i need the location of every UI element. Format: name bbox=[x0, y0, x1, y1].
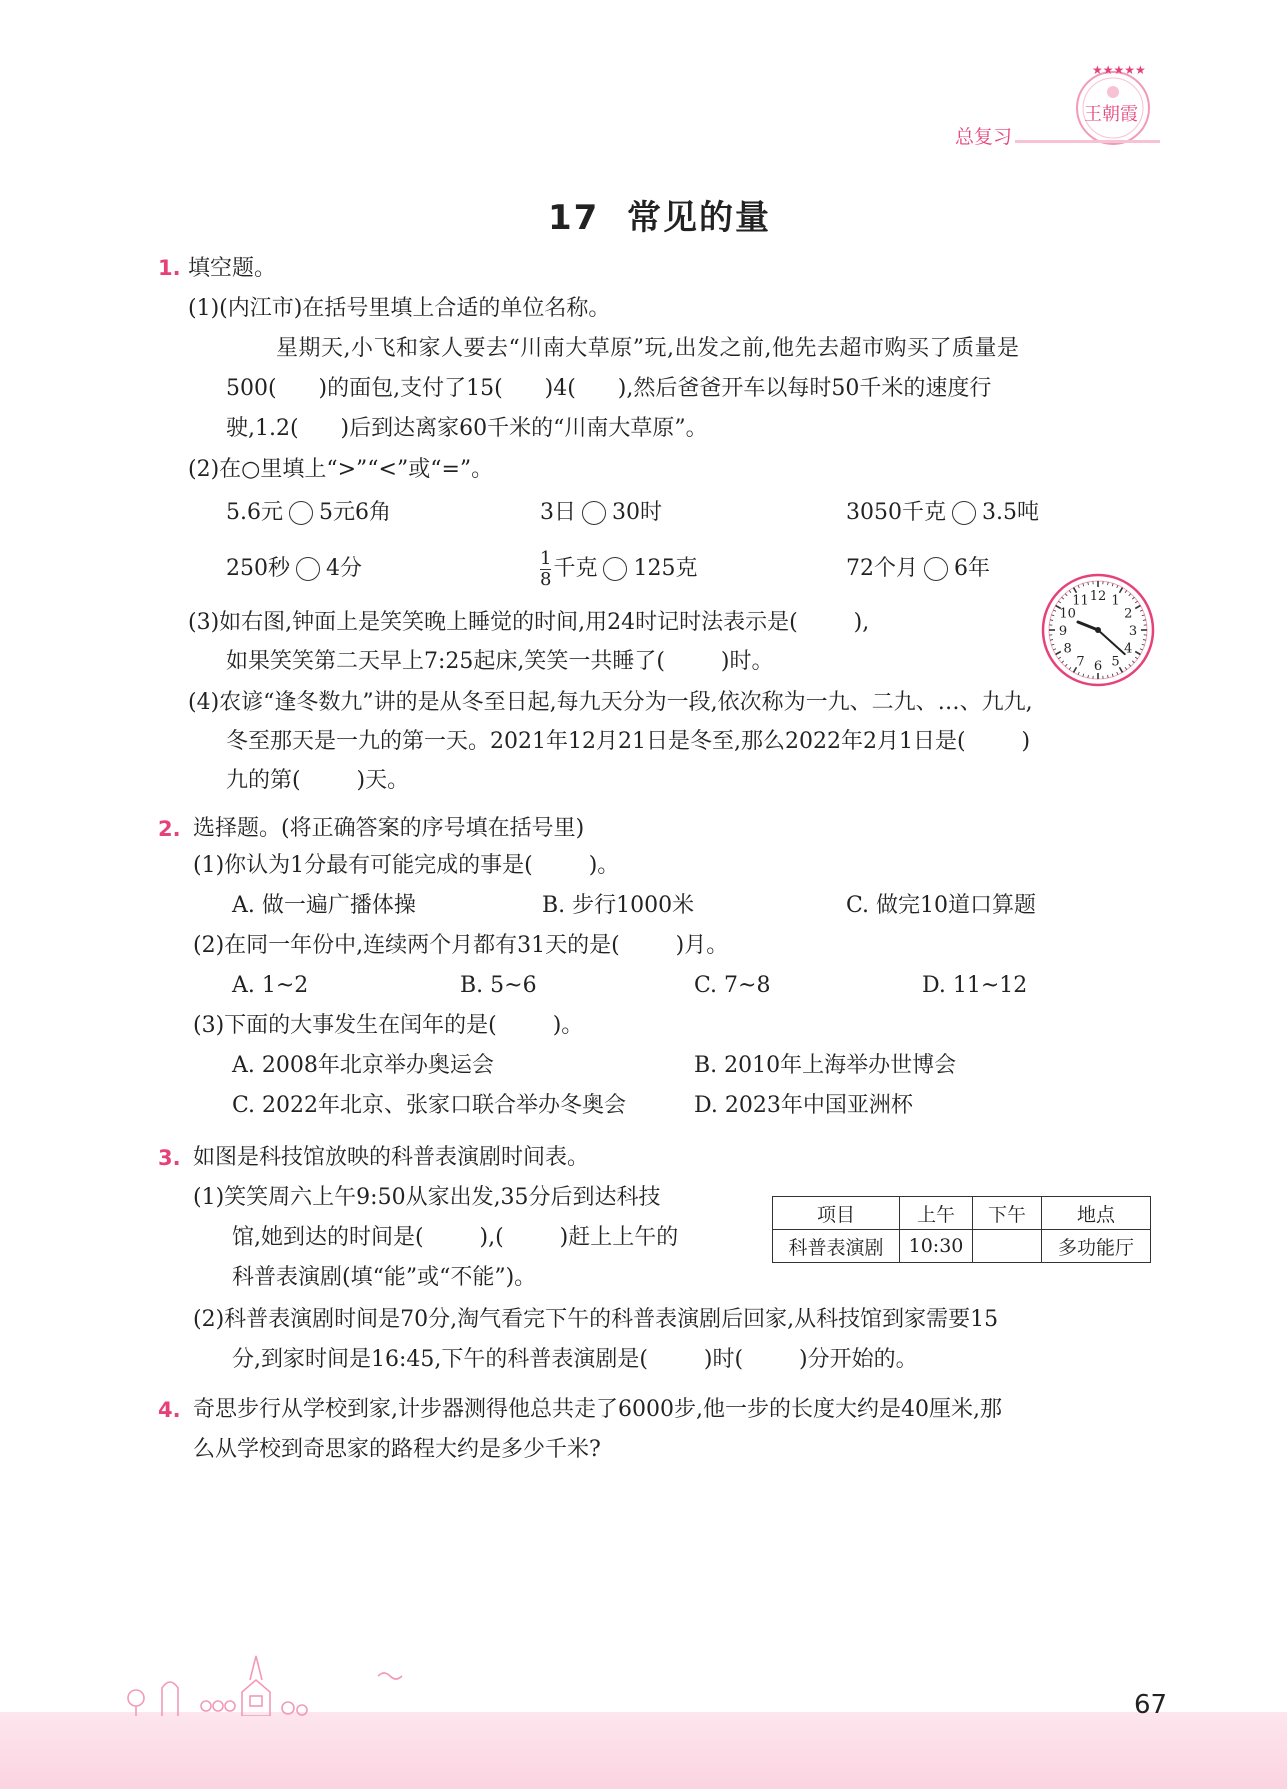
section-label: 总复习 bbox=[955, 126, 1013, 148]
answer-circle[interactable] bbox=[582, 501, 606, 525]
q3-s1-c: 科普表演剧(填“能”或“不能”)。 bbox=[232, 1265, 537, 1290]
cmp-right: 5元6角 bbox=[319, 500, 391, 525]
q1-p1-b: 500( )的面包,支付了15( )4( ),然后爸爸开车以每时50千米的速度行 bbox=[226, 376, 992, 401]
answer-circle[interactable] bbox=[296, 557, 320, 581]
q2-s1-option[interactable]: A. 做一遍广播体操 bbox=[232, 893, 416, 918]
q3-s2-a: (2)科普表演剧时间是70分,淘气看完下午的科普表演剧后回家,从科技馆到家需要15 bbox=[193, 1307, 999, 1332]
cmp-left: 3日 bbox=[540, 500, 576, 525]
answer-circle[interactable] bbox=[603, 557, 627, 581]
q3-s2-b: 分,到家时间是16:45,下午的科普表演剧是( )时( )分开始的。 bbox=[232, 1347, 918, 1372]
cmp-left: 5.6元 bbox=[226, 500, 283, 525]
q2-s3-option[interactable]: C. 2022年北京、张家口联合举办冬奥会 bbox=[232, 1093, 627, 1118]
cmp-left: 250秒 bbox=[226, 556, 290, 581]
page-title: 17 常见的量 bbox=[548, 198, 771, 238]
q3-number: 3. bbox=[158, 1146, 181, 1170]
clock-number: 2 bbox=[1124, 606, 1133, 622]
clock-number: 4 bbox=[1124, 641, 1133, 657]
q1-p4-a: (4)农谚“逢冬数九”讲的是从冬至日起,每九天分为一段,依次称为一九、二九、…、九九, bbox=[188, 690, 1033, 715]
cmp-right: 3.5吨 bbox=[982, 500, 1039, 525]
q2-number: 2. bbox=[158, 817, 181, 841]
svg-text:★★★★★: ★★★★★ bbox=[1092, 63, 1146, 77]
cmp-item bbox=[540, 499, 662, 527]
q2-s1: (1)你认为1分最有可能完成的事是( )。 bbox=[193, 853, 620, 878]
q2-label: 选择题。(将正确答案的序号填在括号里) bbox=[193, 816, 585, 841]
clock-number: 11 bbox=[1072, 593, 1089, 609]
cmp-item bbox=[540, 541, 697, 597]
q3-s1-a: (1)笑笑周六上午9:50从家出发,35分后到达科技 bbox=[193, 1185, 661, 1210]
cmp-right: 4分 bbox=[326, 556, 362, 581]
clock-image bbox=[1038, 572, 1158, 688]
clock-number: 10 bbox=[1059, 606, 1076, 622]
q2-s2-option[interactable]: C. 7~8 bbox=[694, 973, 771, 998]
q1-p1-c: 驶,1.2( )后到达离家60千米的“川南大草原”。 bbox=[226, 416, 708, 441]
clock-number: 5 bbox=[1111, 654, 1120, 670]
q2-s3-option[interactable]: D. 2023年中国亚洲杯 bbox=[694, 1093, 913, 1118]
footer-band bbox=[0, 1712, 1287, 1789]
logo-text: 王朝霞 bbox=[1084, 104, 1138, 125]
q2-s1-option[interactable]: B. 步行1000米 bbox=[542, 893, 695, 918]
q2-s2-option[interactable]: D. 11~12 bbox=[922, 973, 1028, 998]
answer-circle[interactable] bbox=[289, 501, 313, 525]
cmp-item bbox=[846, 555, 990, 583]
table-row bbox=[773, 1230, 1151, 1263]
table-header-cell: 下午 bbox=[973, 1197, 1042, 1230]
q2-s3: (3)下面的大事发生在闰年的是( )。 bbox=[193, 1013, 584, 1038]
answer-circle[interactable] bbox=[924, 557, 948, 581]
q1-label: 填空题。 bbox=[188, 256, 277, 281]
clock-number: 3 bbox=[1128, 624, 1138, 639]
fraction bbox=[540, 549, 551, 590]
table-cell: 科普表演剧 bbox=[773, 1230, 900, 1263]
cmp-right: 6年 bbox=[954, 556, 990, 581]
q2-s1-option[interactable]: C. 做完10道口算题 bbox=[846, 893, 1037, 918]
table-header-row bbox=[773, 1197, 1151, 1230]
q1-p3-a: (3)如右图,钟面上是笑笑晚上睡觉的时间,用24时记时法表示是( ), bbox=[188, 610, 870, 635]
clock-face bbox=[1038, 572, 1158, 688]
q2-s2-option[interactable]: B. 5~6 bbox=[460, 973, 537, 998]
cmp-item bbox=[226, 499, 391, 527]
q1-p4-b: 冬至那天是一九的第一天。2021年12月21日是冬至,那么2022年2月1日是( ) bbox=[226, 729, 1031, 754]
fraction-numerator: 1 bbox=[540, 547, 552, 569]
q2-s2: (2)在同一年份中,连续两个月都有31天的是( )月。 bbox=[193, 933, 729, 958]
cmp-item bbox=[846, 499, 1039, 527]
cmp-right: 30时 bbox=[612, 500, 662, 525]
schedule-table bbox=[772, 1196, 1151, 1263]
answer-circle[interactable] bbox=[952, 501, 976, 525]
header-rule bbox=[1015, 140, 1160, 143]
cmp-left: 千克 bbox=[553, 556, 598, 581]
table-cell: 10:30 bbox=[900, 1230, 973, 1263]
q3-label: 如图是科技馆放映的科普表演剧时间表。 bbox=[193, 1145, 590, 1170]
q3-s1-b: 馆,她到达的时间是( ),( )赶上上午的 bbox=[232, 1225, 679, 1250]
q2-s3-option[interactable]: A. 2008年北京举办奥运会 bbox=[232, 1053, 494, 1078]
clock-number: 1 bbox=[1111, 593, 1120, 609]
q2-s2-option[interactable]: A. 1~2 bbox=[232, 973, 309, 998]
q1-p4-c: 九的第( )天。 bbox=[226, 768, 410, 793]
clock-number: 6 bbox=[1093, 659, 1103, 674]
q2-s3-option[interactable]: B. 2010年上海举办世博会 bbox=[694, 1053, 957, 1078]
clock-number: 9 bbox=[1058, 624, 1068, 639]
q1-p1-a: 星期天,小飞和家人要去“川南大草原”玩,出发之前,他先去超市购买了质量是 bbox=[276, 336, 1020, 361]
q4-b: 么从学校到奇思家的路程大约是多少千米? bbox=[193, 1437, 601, 1462]
table-header-cell: 上午 bbox=[900, 1197, 973, 1230]
clock-number: 12 bbox=[1089, 589, 1107, 604]
q1-p1-line: (1)(内江市)在括号里填上合适的单位名称。 bbox=[188, 296, 611, 321]
header-logo bbox=[1070, 62, 1156, 148]
table-cell bbox=[973, 1230, 1042, 1263]
q4-a: 奇思步行从学校到家,计步器测得他总共走了6000步,他一步的长度大约是40厘米,那 bbox=[193, 1397, 1002, 1422]
table-header-cell: 地点 bbox=[1042, 1197, 1151, 1230]
q1-p2-line: (2)在○里填上“>”“<”或“=”。 bbox=[188, 457, 494, 482]
clock-number: 8 bbox=[1063, 641, 1072, 657]
q1-p3-b: 如果笑笑第二天早上7:25起床,笑笑一共睡了( )时。 bbox=[226, 649, 774, 674]
cmp-left: 72个月 bbox=[846, 556, 918, 581]
cmp-right: 125克 bbox=[633, 556, 698, 581]
cmp-item bbox=[226, 555, 362, 583]
table-header-cell: 项目 bbox=[773, 1197, 900, 1230]
footer-illustration bbox=[118, 1648, 418, 1716]
table-cell: 多功能厅 bbox=[1042, 1230, 1151, 1263]
cmp-left: 3050千克 bbox=[846, 500, 946, 525]
q4-number: 4. bbox=[158, 1398, 181, 1422]
page-number: 67 bbox=[1134, 1690, 1168, 1720]
clock-number: 7 bbox=[1076, 654, 1085, 670]
q1-number: 1. bbox=[158, 256, 181, 280]
fraction-denominator: 8 bbox=[540, 568, 552, 590]
